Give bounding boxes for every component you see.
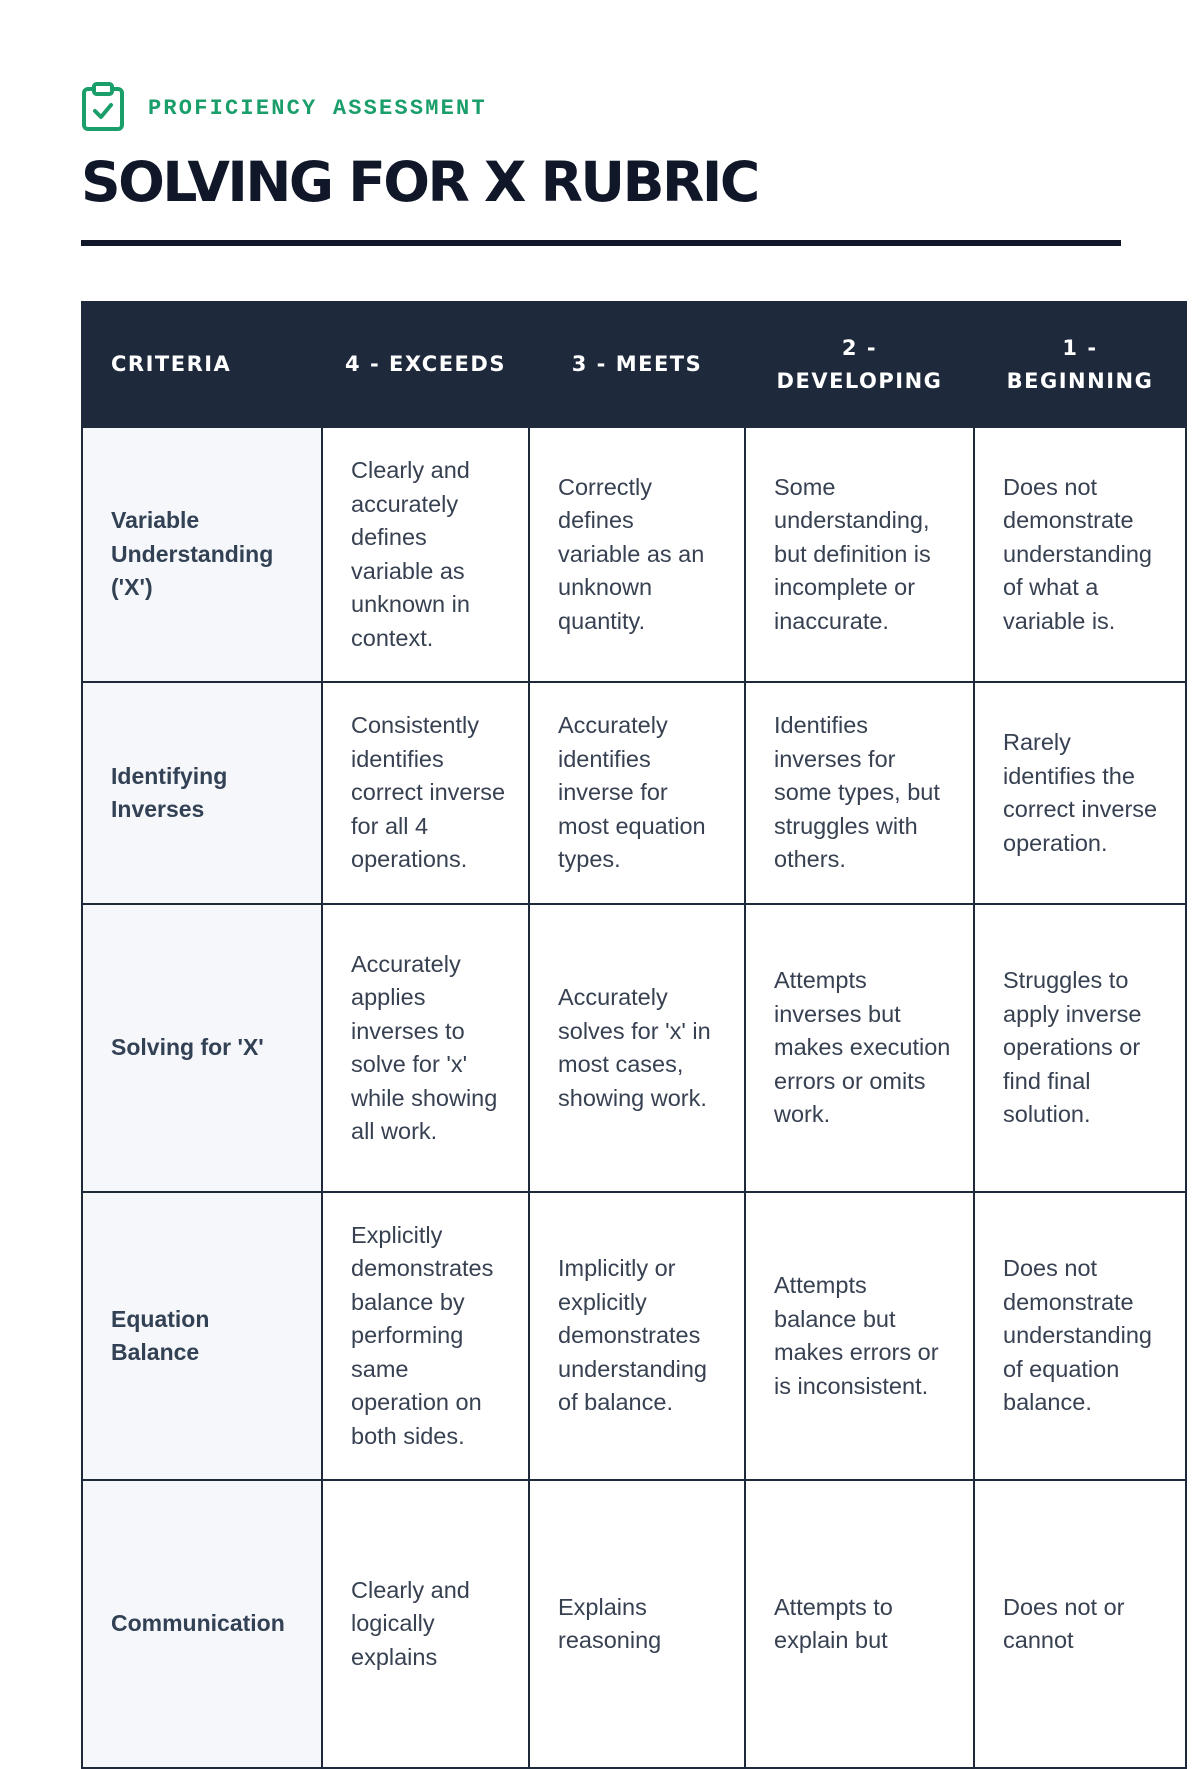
criteria-cell: Communication bbox=[82, 1480, 322, 1768]
criteria-cell: Identifying Inverses bbox=[82, 682, 322, 904]
page-header bbox=[81, 82, 1121, 132]
level-4-cell: Consistently identifies correct inverse for all 4 operations. bbox=[322, 682, 529, 904]
column-header-level-4: 4 - EXCEEDS bbox=[322, 302, 529, 427]
level-1-cell: Struggles to apply inverse operations or find final solution. bbox=[974, 904, 1186, 1192]
column-header-level-1: 1 - BEGINNING bbox=[974, 302, 1186, 427]
criteria-cell: Equation Balance bbox=[82, 1192, 322, 1480]
level-4-cell: Accurately applies inverses to solve for 'x' while showing all work. bbox=[322, 904, 529, 1192]
level-1-cell: Does not or cannot bbox=[974, 1480, 1186, 1768]
column-header-criteria: CRITERIA bbox=[82, 302, 322, 427]
level-3-cell: Accurately solves for 'x' in most cases, showing work. bbox=[529, 904, 745, 1192]
level-3-cell: Correctly defines variable as an unknown quantity. bbox=[529, 427, 745, 682]
table-row bbox=[82, 1192, 1186, 1480]
table-row bbox=[82, 427, 1186, 682]
clipboard-check-icon bbox=[81, 82, 125, 132]
level-2-cell: Attempts balance but makes errors or is inconsistent. bbox=[745, 1192, 974, 1480]
column-header-level-2: 2 - DEVELOPING bbox=[745, 302, 974, 427]
eyebrow-label: PROFICIENCY ASSESSMENT bbox=[148, 95, 487, 121]
level-1-cell: Rarely identifies the correct inverse operation. bbox=[974, 682, 1186, 904]
rubric-table bbox=[81, 301, 1187, 1769]
level-1-cell: Does not demonstrate understanding of equation balance. bbox=[974, 1192, 1186, 1480]
table-header-row bbox=[82, 302, 1186, 427]
level-2-cell: Identifies inverses for some types, but struggles with others. bbox=[745, 682, 974, 904]
level-2-cell: Some understanding, but definition is incomplete or inaccurate. bbox=[745, 427, 974, 682]
level-4-cell: Clearly and logically explains bbox=[322, 1480, 529, 1768]
level-3-cell: Accurately identifies inverse for most equation types. bbox=[529, 682, 745, 904]
level-3-cell: Explains reasoning bbox=[529, 1480, 745, 1768]
table-row bbox=[82, 682, 1186, 904]
title-divider bbox=[81, 240, 1121, 246]
page-title: SOLVING FOR X RUBRIC bbox=[81, 150, 758, 214]
level-1-cell: Does not demonstrate understanding of what a variable is. bbox=[974, 427, 1186, 682]
level-3-cell: Implicitly or explicitly demonstrates understanding of balance. bbox=[529, 1192, 745, 1480]
level-2-cell: Attempts inverses but makes execution errors or omits work. bbox=[745, 904, 974, 1192]
eyebrow bbox=[81, 82, 1121, 132]
column-header-level-3: 3 - MEETS bbox=[529, 302, 745, 427]
level-4-cell: Explicitly demonstrates balance by performing same operation on both sides. bbox=[322, 1192, 529, 1480]
table-row bbox=[82, 1480, 1186, 1768]
table-row bbox=[82, 904, 1186, 1192]
level-2-cell: Attempts to explain but bbox=[745, 1480, 974, 1768]
criteria-cell: Variable Understanding ('X') bbox=[82, 427, 322, 682]
level-4-cell: Clearly and accurately defines variable as unknown in context. bbox=[322, 427, 529, 682]
criteria-cell: Solving for 'X' bbox=[82, 904, 322, 1192]
